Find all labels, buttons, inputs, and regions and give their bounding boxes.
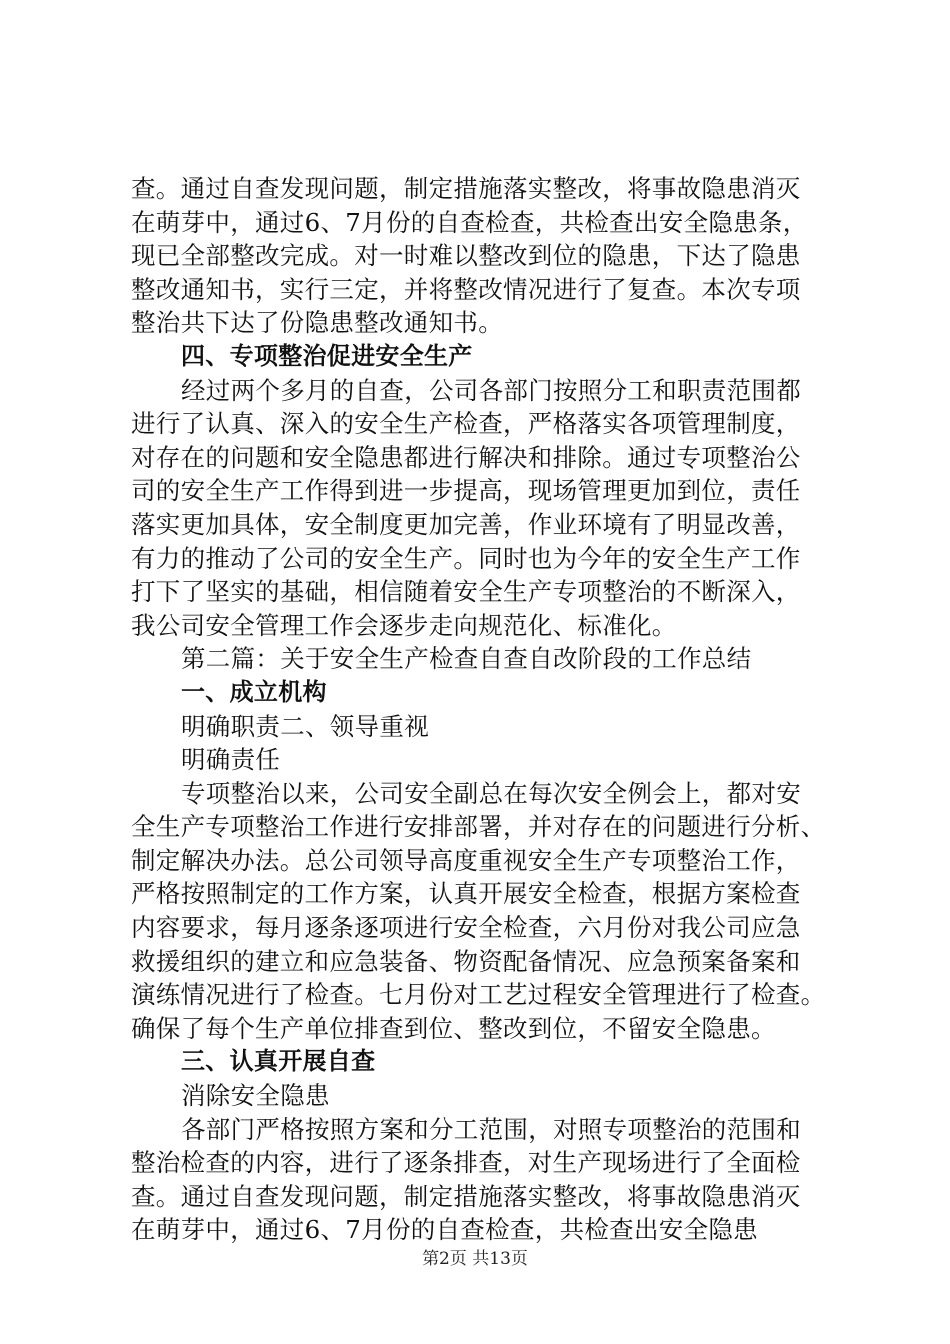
text-line: 整改通知书，实行三定，并将整改情况进行了复查。本次专项 [131,274,801,304]
text-line: 落实更加具体，安全制度更加完善，作业环境有了明显改善， [131,509,801,539]
text-line: 经过两个多月的自查，公司各部门按照分工和职责范围都 [181,375,801,405]
text-line: 进行了认真、深入的安全生产检查，严格落实各项管理制度， [131,409,801,439]
text-line: 确保了每个生产单位排查到位、整改到位，不留安全隐患。 [131,1013,776,1043]
text-line: 明确责任 [181,745,281,775]
section-heading: 一、成立机构 [181,677,327,706]
text-line: 救援组织的建立和应急装备、物资配备情况、应急预案备案和 [131,946,801,976]
text-line: 内容要求，每月逐条逐项进行安全检查，六月份对我公司应急 [131,913,801,943]
text-line: 演练情况进行了检查。七月份对工艺过程安全管理进行了检查。 [131,980,826,1010]
text-line: 消除安全隐患 [181,1081,330,1111]
document-body [131,172,856,1247]
text-line: 明确职责二、领导重视 [181,711,429,741]
text-line: 司的安全生产工作得到进一步提高，现场管理更加到位，责任 [131,476,801,506]
text-line: 各部门严格按照方案和分工范围，对照专项整治的范围和 [181,1114,801,1144]
text-line: 严格按照制定的工作方案，认真开展安全检查，根据方案检查 [131,879,801,909]
text-line: 查。通过自查发现问题，制定措施落实整改，将事故隐患消灭 [131,174,801,203]
text-line: 在萌芽中，通过6、7月份的自查检查，共检查出安全隐患条， [131,207,808,237]
text-line: 制定解决办法。总公司领导高度重视安全生产专项整治工作， [131,845,801,875]
text-line: 整治共下达了份隐患整改通知书。 [131,308,503,338]
text-line: 查。通过自查发现问题，制定措施落实整改，将事故隐患消灭 [131,1181,801,1211]
text-line: 现已全部整改完成。对一时难以整改到位的隐患，下达了隐患 [131,241,801,271]
section-heading: 三、认真开展自查 [181,1047,376,1076]
text-line: 全生产专项整治工作进行安排部署，并对存在的问题进行分析、 [131,812,826,842]
page-footer: 第2页 共13页 [422,1249,528,1269]
text-line: 对存在的问题和安全隐患都进行解决和排除。通过专项整治公 [131,442,801,472]
section-heading: 四、专项整治促进安全生产 [181,341,473,370]
chapter-title: 第二篇：关于安全生产检查自查自改阶段的工作总结 [181,644,752,674]
text-line: 打下了坚实的基础，相信随着安全生产专项整治的不断深入， [131,577,801,607]
text-line: 我公司安全管理工作会逐步走向规范化、标准化。 [131,610,677,640]
text-line: 有力的推动了公司的安全生产。同时也为今年的安全生产工作 [131,543,801,573]
text-line: 整治检查的内容，进行了逐条排查，对生产现场进行了全面检 [131,1148,801,1178]
text-line: 在萌芽中，通过6、7月份的自查检查，共检查出安全隐患 [131,1215,758,1245]
text-line: 专项整治以来，公司安全副总在每次安全例会上，都对安 [181,778,801,808]
